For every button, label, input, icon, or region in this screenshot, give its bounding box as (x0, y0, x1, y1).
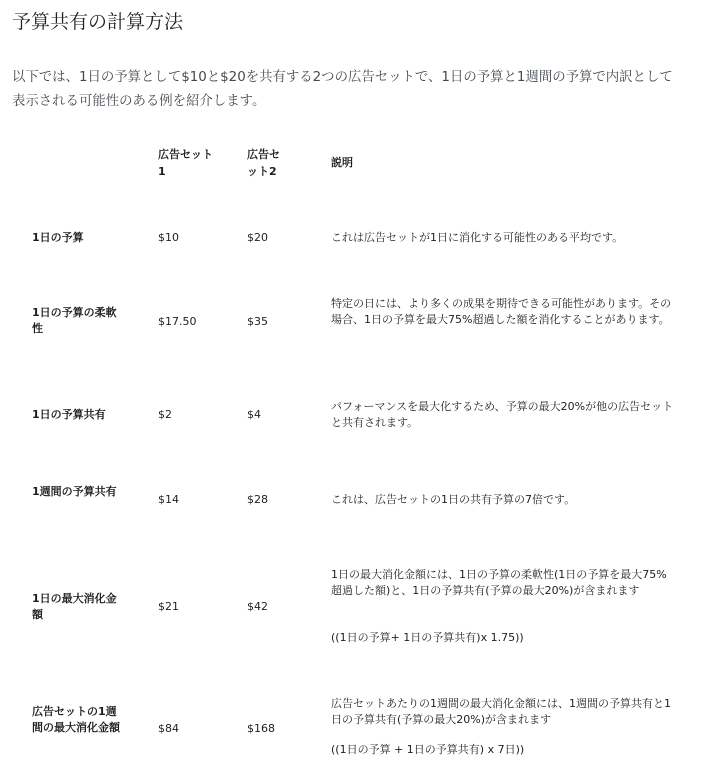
row-description: 1日の最大消化金額には、1日の予算の柔軟性(1日の予算を最大75%超過した額)と、1日の予算共有(予算の最大20%)が含まれます (331, 568, 667, 597)
adset-2-value: $42 (247, 600, 268, 613)
row-label: 1日の最大消化金額 (32, 592, 117, 621)
page-title: 予算共有の計算方法 (12, 11, 184, 33)
row-label: 1日の予算の柔軟性 (32, 306, 117, 335)
row-description: 特定の日には、より多くの成果を期待できる可能性があります。その場合、1日の予算を最大75%超過した額を消化することがあります。 (331, 297, 672, 326)
adset-1-value: $21 (158, 600, 179, 613)
row-formula: ((1日の予算+ 1日の予算共有)x 1.75)) (331, 631, 524, 644)
intro-paragraph: 以下では、1日の予算として$10と$20を共有する2つの広告セットで、1日の予算と1週間の予算で内訳として表示される可能性のある例を紹介します。 (12, 70, 673, 109)
header-adset-2: 広告セット2 (247, 148, 280, 178)
adset-1-value: $14 (158, 493, 179, 506)
row-formula: ((1日の予算 + 1日の予算共有) x 7日)) (331, 743, 525, 756)
adset-2-value: $20 (247, 231, 268, 244)
adset-1-value: $17.50 (158, 315, 197, 328)
row-label: 1週間の予算共有 (32, 485, 117, 498)
row-label: 1日の予算 (32, 231, 84, 244)
adset-2-value: $4 (247, 408, 261, 421)
header-adset-1: 広告セット1 (158, 148, 213, 178)
row-description: これは広告セットが1日に消化する可能性のある平均です。 (331, 231, 624, 244)
adset-2-value: $28 (247, 493, 268, 506)
row-label: 広告セットの1週間の最大消化金額 (32, 705, 120, 734)
row-description: パフォーマンスを最大化するため、予算の最大20%が他の広告セットと共有されます。 (331, 400, 674, 429)
adset-2-value: $35 (247, 315, 268, 328)
adset-1-value: $84 (158, 722, 179, 735)
adset-2-value: $168 (247, 722, 275, 735)
adset-1-value: $2 (158, 408, 172, 421)
row-label: 1日の予算共有 (32, 408, 106, 421)
row-description: これは、広告セットの1日の共有予算の7倍です。 (331, 493, 576, 506)
row-description: 広告セットあたりの1週間の最大消化金額には、1週間の予算共有と1日の予算共有(予算の最大20%)が含まれます (331, 697, 671, 726)
adset-1-value: $10 (158, 231, 179, 244)
header-description: 説明 (331, 156, 353, 169)
